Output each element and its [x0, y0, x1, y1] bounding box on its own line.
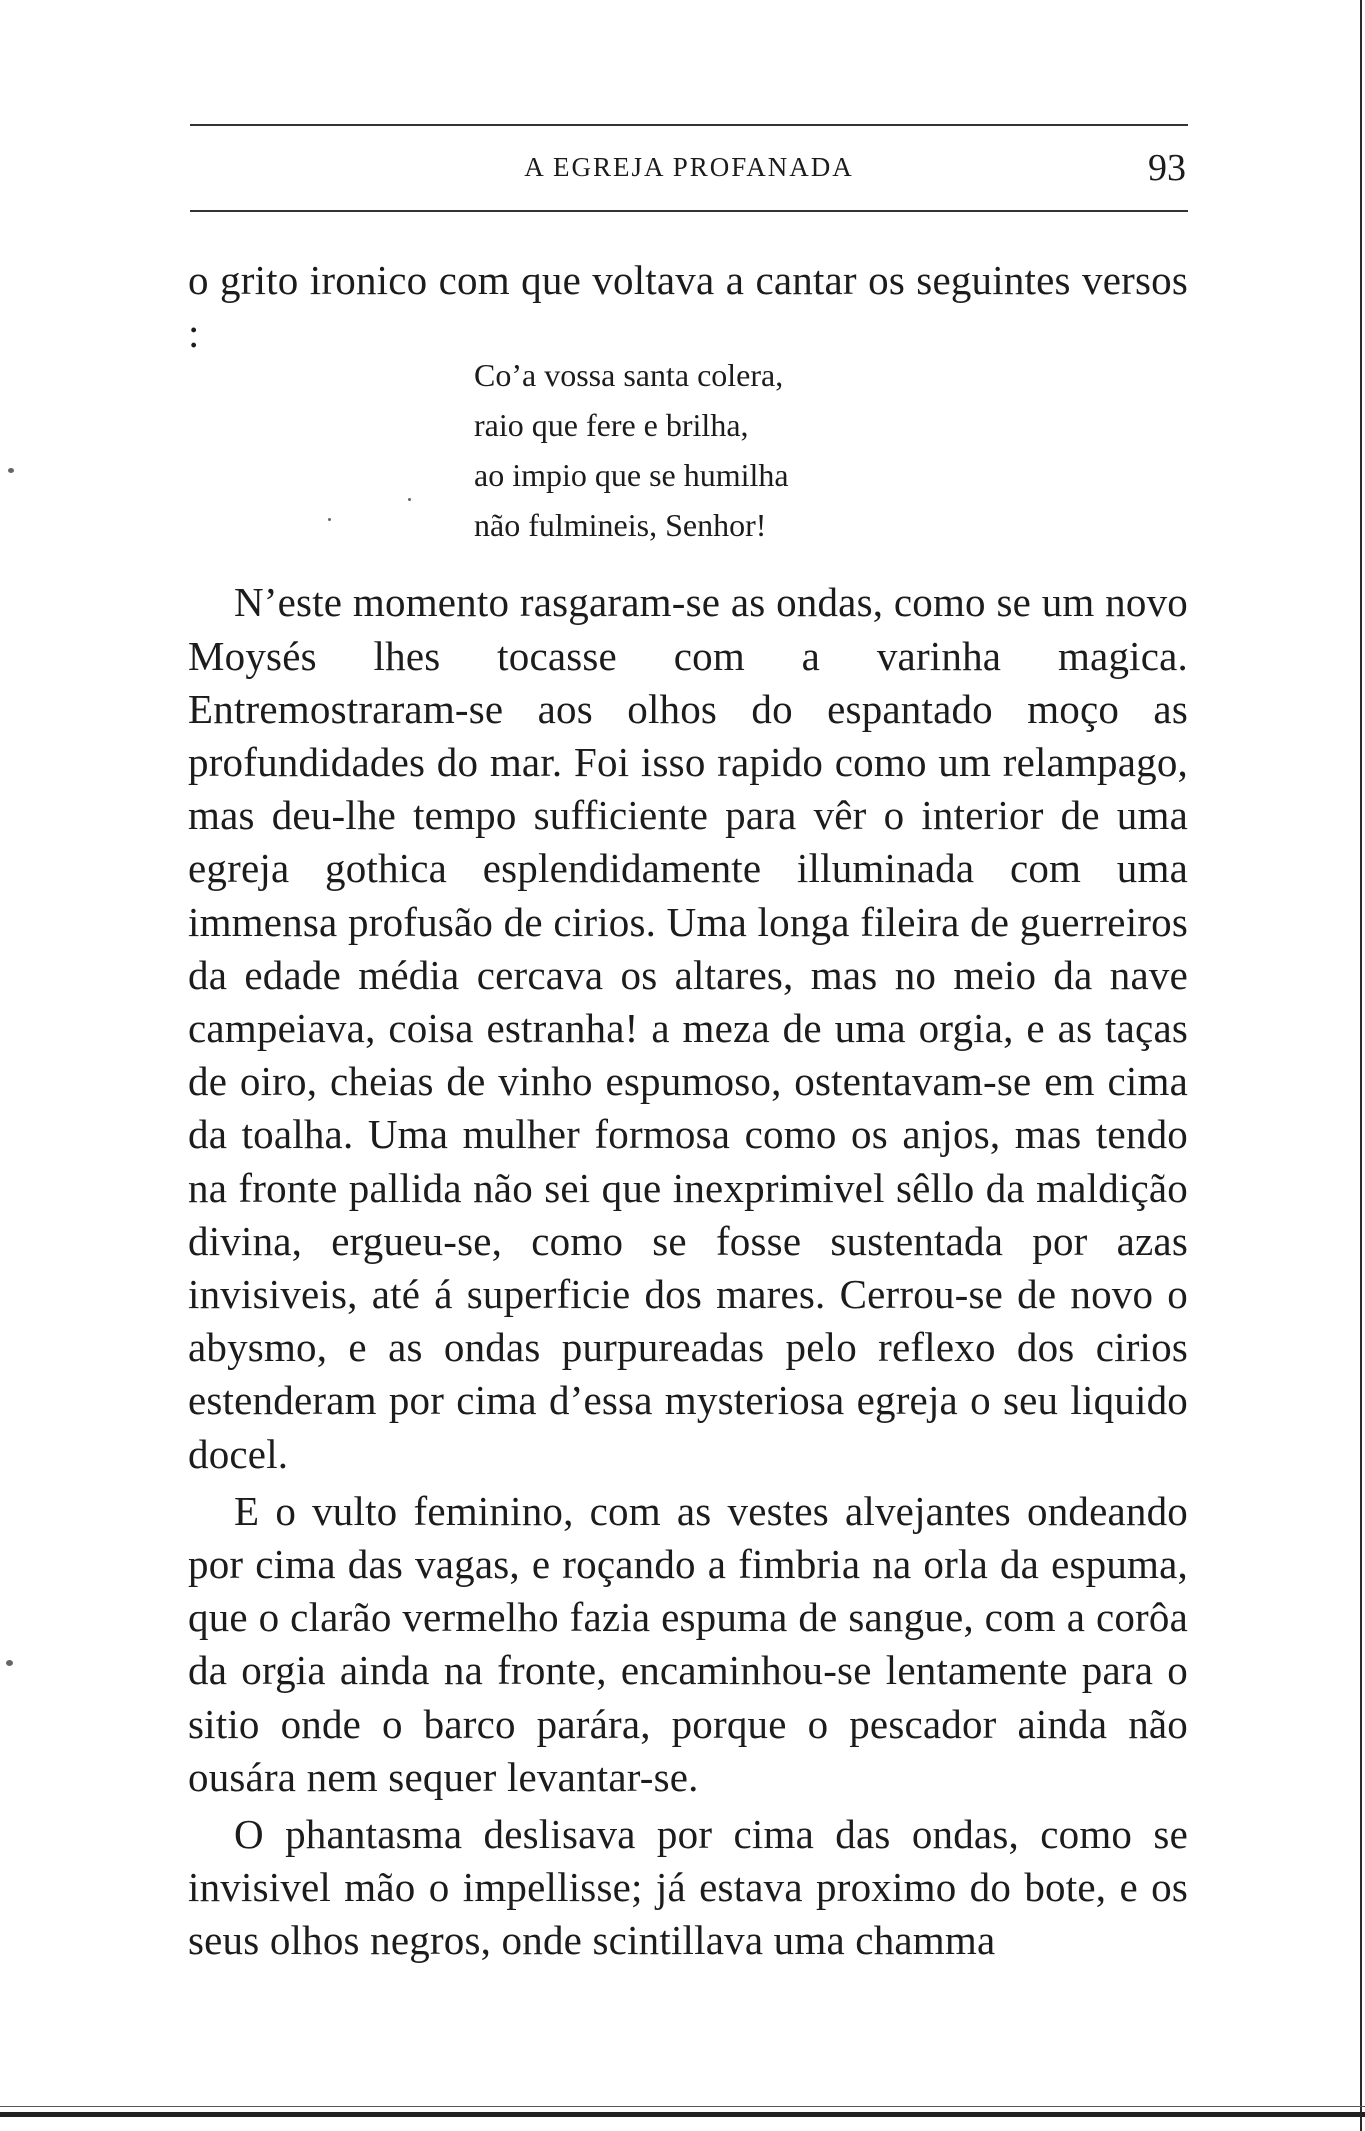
running-title: A EGREJA PROFANADA: [524, 152, 854, 182]
scan-speck: [8, 468, 14, 473]
verse-line: não fulmineis, Senhor!: [474, 507, 767, 543]
scan-speck: [408, 498, 411, 501]
page-edge-bottom-thin: [0, 2106, 1365, 2107]
scan-speck: [328, 518, 331, 521]
header-rule-top: [190, 124, 1188, 126]
verse-block: [474, 350, 789, 550]
running-head: [190, 148, 1188, 188]
page-edge-right: [1360, 0, 1362, 2131]
verse-line: ao impio que se humilha: [474, 457, 789, 493]
paragraph-2: E o vulto feminino, com as vestes alvejantes ondeando por cima das vagas, e roçando a fimbria na orla da espuma, que o clarão vermelho fazia espuma de sangue, com a corôa da orgia ainda na fronte, encaminhou-se lentamente para o sitio onde o barco parára, porque o pescador ainda não ousára nem sequer levantar-se.: [188, 1487, 1188, 1800]
scan-speck: [6, 1660, 13, 1666]
verse-line: Co’a vossa santa colera,: [474, 357, 784, 393]
page-edge-bottom: [0, 2112, 1365, 2117]
header-rule-bottom: [190, 210, 1188, 212]
opening-paragraph: o grito ironico com que voltava a cantar os seguintes versos :: [188, 257, 1188, 357]
paragraph-3: O phantasma deslisava por cima das ondas, como se invisivel mão o impellisse; já estava proximo do bote, e os seus olhos negros, onde scintillava uma chamma: [188, 1811, 1188, 1964]
verse-line: raio que fere e brilha,: [474, 407, 749, 443]
paragraph-1: N’este momento rasgaram-se as ondas, como se um novo Moysés lhes tocasse com a varinha magica. Entremostraram-se aos olhos do espantado moço as profundidades do mar. Foi isso rapido como um relampago, mas deu-lhe tempo sufficiente para vêr o interior de uma egreja gothica esplendidamente illuminada com uma immensa profusão de cirios. Uma longa fileira de guerreiros da edade média cercava os altares, mas no meio da nave campeiava, coisa estranha! a meza de uma orgia, e as taças de oiro, cheias de vinho espumoso, ostentavam-se em cima da toalha. Uma mulher formosa como os anjos, mas tendo na fronte pallida não sei que inexprimivel sêllo da maldição divina, ergueu-se, como se fosse sustentada por azas invisiveis, até á superficie dos mares. Cerrou-se de novo o abysmo, e as ondas purpureadas pelo reflexo dos cirios estenderam por cima d’essa mysteriosa egreja o seu liquido docel.: [188, 579, 1188, 1477]
page-number: 93: [1148, 147, 1186, 189]
